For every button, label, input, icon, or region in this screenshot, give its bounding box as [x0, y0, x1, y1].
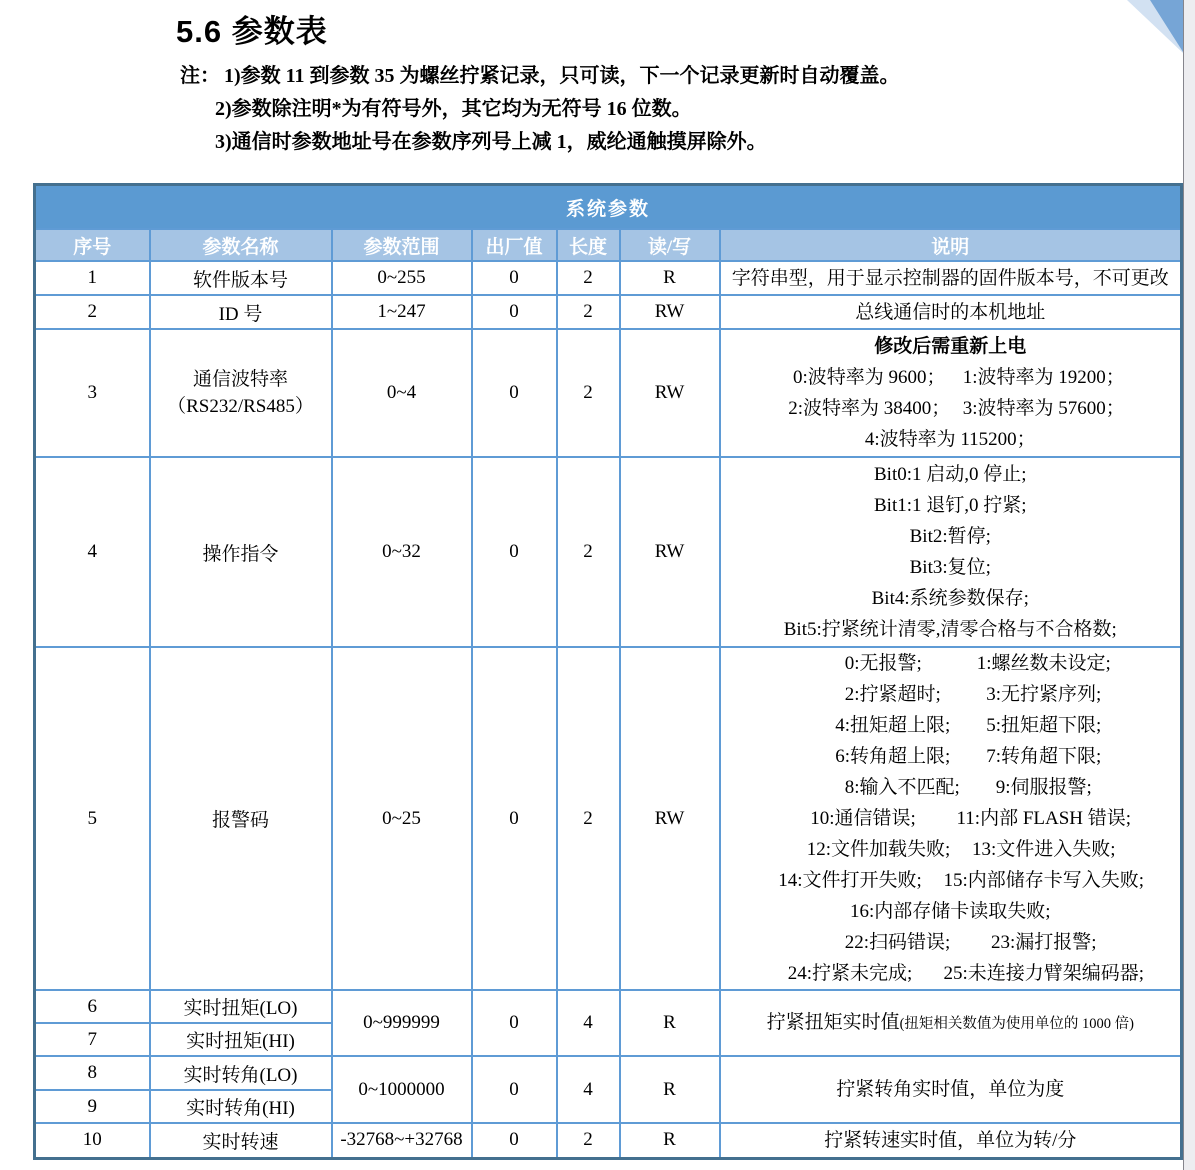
cell-name-line2: （RS232/RS485） — [167, 396, 314, 417]
cell-name: 实时转角(LO) — [150, 1056, 332, 1090]
section-title: 5.6 参数表 — [176, 14, 328, 49]
cell-rw: R — [620, 261, 720, 295]
cell-name: 报警码 — [150, 647, 332, 990]
desc-line: Bit2:暂停; — [909, 526, 991, 547]
note-prefix: 注： — [180, 65, 220, 87]
table-row — [35, 457, 1182, 647]
desc-line: Bit3:复位; — [909, 557, 991, 578]
desc-line: 2:波特率为 38400； 3:波特率为 57600； — [788, 398, 1125, 419]
desc-line: 10:通信错误; 11:内部 FLASH 错误; — [810, 808, 1132, 829]
desc-line: 8:输入不匹配; 9:伺服报警; — [844, 777, 1092, 798]
cell-rw: RW — [620, 295, 720, 329]
cell-rw: R — [620, 1123, 720, 1158]
desc-line: 6:转角超上限; 7:转角超下限; — [835, 746, 1102, 767]
desc-small-note: (扭矩相关数值为使用单位的 1000 倍) — [899, 1015, 1134, 1032]
table-row — [35, 1056, 1182, 1090]
cell-rw: RW — [620, 329, 720, 457]
cell-no: 3 — [35, 329, 150, 457]
table-row — [35, 329, 1182, 457]
cell-desc — [720, 329, 1182, 457]
desc-line: 24:拧紧未完成; 25:未连接力臂架编码器; — [787, 963, 1145, 984]
cell-name: 软件版本号 — [150, 261, 332, 295]
desc-line: 14:文件打开失败; 15:内部储存卡写入失败; — [778, 870, 1145, 891]
desc-line: Bit1:1 退钉,0 拧紧; — [874, 495, 1027, 516]
cell-default: 0 — [472, 647, 557, 990]
table-row — [35, 990, 1182, 1023]
note-line — [180, 60, 900, 93]
table-title-row — [35, 185, 1182, 230]
cell-desc — [720, 647, 1182, 990]
cell-length: 2 — [557, 1123, 620, 1158]
col-header-length: 长度 — [557, 229, 620, 261]
cell-default: 0 — [472, 261, 557, 295]
cell-no: 1 — [35, 261, 150, 295]
cell-name: 实时转角(HI) — [150, 1090, 332, 1123]
note-line: 2)参数除注明*为有符号外，其它均为无符号 16 位数。 — [215, 98, 692, 120]
desc-main: 拧紧扭矩实时值 — [766, 1011, 900, 1033]
cell-range: 0~32 — [332, 457, 472, 647]
cell-no: 7 — [35, 1023, 150, 1056]
cell-no: 8 — [35, 1056, 150, 1090]
cell-length: 2 — [557, 295, 620, 329]
cell-no: 10 — [35, 1123, 150, 1158]
col-header-desc: 说明 — [720, 229, 1182, 261]
desc-line: Bit0:1 启动,0 停止; — [874, 464, 1027, 485]
cell-no: 5 — [35, 647, 150, 990]
page-edge-strip — [1183, 0, 1195, 1170]
desc-line: 16:内部存储卡读取失败; — [850, 901, 1051, 922]
desc-line: 4:波特率为 115200； — [864, 429, 1036, 450]
desc-line: Bit4:系统参数保存; — [871, 588, 1029, 609]
cell-default: 0 — [472, 1123, 557, 1158]
cell-default: 0 — [472, 990, 557, 1056]
desc-line: 0:无报警; 1:螺丝数未设定; — [844, 653, 1111, 674]
cell-rw: R — [620, 990, 720, 1056]
table-title: 系统参数 — [35, 185, 1182, 230]
desc-bold-line: 修改后需重新上电 — [874, 336, 1027, 357]
col-header-range: 参数范围 — [332, 229, 472, 261]
cell-name: 操作指令 — [150, 457, 332, 647]
cell-default: 0 — [472, 1056, 557, 1123]
cell-range: 0~25 — [332, 647, 472, 990]
cell-no: 6 — [35, 990, 150, 1023]
desc-line: 22:扫码错误; 23:漏打报警; — [844, 932, 1097, 953]
table-row — [35, 1123, 1182, 1158]
note-text: 1)参数 11 到参数 35 为螺丝拧紧记录，只可读，下一个记录更新时自动覆盖。 — [224, 65, 900, 87]
cell-rw: RW — [620, 647, 720, 990]
col-header-name: 参数名称 — [150, 229, 332, 261]
cell-length: 2 — [557, 261, 620, 295]
cell-desc: 总线通信时的本机地址 — [720, 295, 1182, 329]
desc-line: 2:拧紧超时; 3:无拧紧序列; — [844, 684, 1102, 705]
cell-no: 4 — [35, 457, 150, 647]
table-header-row — [35, 229, 1182, 261]
cell-desc: 拧紧转角实时值，单位为度 — [720, 1056, 1182, 1123]
table-row — [35, 261, 1182, 295]
col-header-default: 出厂值 — [472, 229, 557, 261]
cell-name: 实时扭矩(LO) — [150, 990, 332, 1023]
notes-block — [180, 60, 900, 159]
cell-name: 实时转速 — [150, 1123, 332, 1158]
cell-name — [150, 329, 332, 457]
table-row — [35, 295, 1182, 329]
cell-desc — [720, 990, 1182, 1056]
cell-range: 0~4 — [332, 329, 472, 457]
cell-range: 0~1000000 — [332, 1056, 472, 1123]
cell-desc: 拧紧转速实时值，单位为转/分 — [720, 1123, 1182, 1158]
cell-no: 2 — [35, 295, 150, 329]
cell-rw: R — [620, 1056, 720, 1123]
table-row — [35, 647, 1182, 990]
cell-name-line1: 通信波特率 — [192, 369, 288, 390]
cell-no: 9 — [35, 1090, 150, 1123]
cell-default: 0 — [472, 457, 557, 647]
cell-desc — [720, 457, 1182, 647]
cell-default: 0 — [472, 329, 557, 457]
corner-ribbon-decoration — [1100, 0, 1184, 54]
cell-default: 0 — [472, 295, 557, 329]
desc-line: 0:波特率为 9600； 1:波特率为 19200； — [793, 367, 1125, 388]
cell-length: 4 — [557, 990, 620, 1056]
cell-name: ID 号 — [150, 295, 332, 329]
note-line: 3)通信时参数地址号在参数序列号上减 1，威纶通触摸屏除外。 — [215, 131, 767, 153]
col-header-no: 序号 — [35, 229, 150, 261]
cell-range: 0~999999 — [332, 990, 472, 1056]
cell-rw: RW — [620, 457, 720, 647]
desc-line: 4:扭矩超上限; 5:扭矩超下限; — [835, 715, 1102, 736]
cell-length: 4 — [557, 1056, 620, 1123]
cell-range: 0~255 — [332, 261, 472, 295]
system-parameter-table — [33, 183, 1183, 1160]
cell-length: 2 — [557, 329, 620, 457]
cell-range: -32768~+32768 — [332, 1123, 472, 1158]
cell-desc: 字符串型，用于显示控制器的固件版本号，不可更改 — [720, 261, 1182, 295]
cell-length: 2 — [557, 647, 620, 990]
cell-length: 2 — [557, 457, 620, 647]
desc-line: Bit5:拧紧统计清零,清零合格与不合格数; — [783, 619, 1117, 640]
cell-name: 实时扭矩(HI) — [150, 1023, 332, 1056]
desc-line: 12:文件加载失败; 13:文件进入失败; — [806, 839, 1116, 860]
col-header-rw: 读/写 — [620, 229, 720, 261]
cell-range: 1~247 — [332, 295, 472, 329]
